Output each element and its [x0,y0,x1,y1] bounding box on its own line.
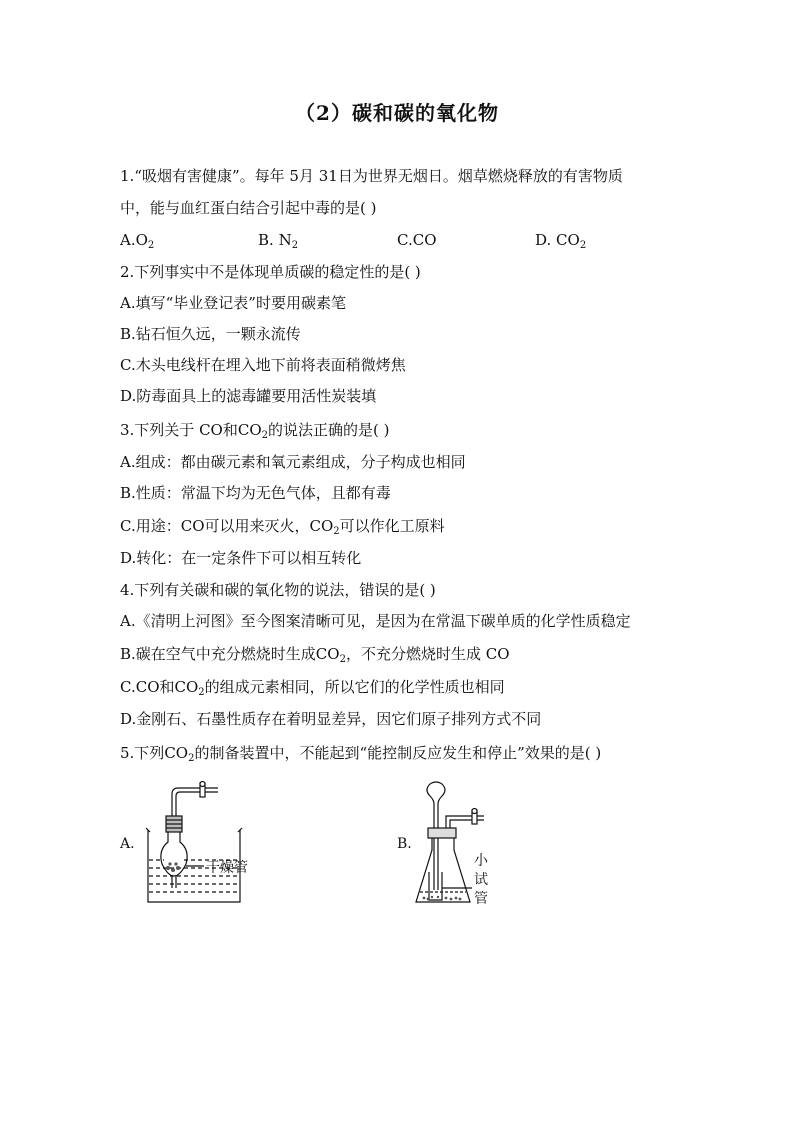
q4-option-b-formula: CO [315,645,340,663]
q3-option-c-part1: C.用途：CO可以用来灭火， [120,517,310,535]
figure-a-caption: 干燥管 [206,860,248,876]
q4-option-c-part2: 的组成元素相同，所以它们的化学性质也相同 [204,678,505,696]
figure-b-apparatus [412,778,502,913]
q1-option-d [535,230,586,250]
q3-option-a: A.组成：都由碳元素和氧元素组成，分子构成也相同 [120,453,466,471]
q4-option-c-sub: 2 [198,687,205,698]
figure-b-test-tube [429,872,442,900]
q1-option-c: C.CO [397,231,437,249]
q4-option-c-part1: C.CO和 [120,678,175,696]
q4-option-c-formula: CO [174,678,199,696]
q4-option-b-sub: 2 [339,654,346,665]
q1-option-d-sub: 2 [579,240,587,251]
q2-option-d: D.防毒面具上的滤毒罐要用活性炭装填 [120,387,377,405]
q4-option-c [120,677,505,697]
q4-option-a: A.《清明上河图》至今图案清晰可见，是因为在常温下碳单质的化学性质稳定 [120,612,631,630]
q1-option-b-prefix: B. [258,231,274,249]
q4-option-d: D.金刚石、石墨性质存在着明显差异，因它们原子排列方式不同 [120,710,542,728]
q5-stem-part1: 5.下列 [120,744,165,762]
q2-option-a: A.填写“毕业登记表”时要用碳素笔 [120,294,346,312]
q3-option-b: B.性质：常温下均为无色气体，且都有毒 [120,484,391,502]
q4-option-b-part2: ，不充分燃烧时生成 CO [345,645,510,663]
q2-option-b: B.钻石恒久远，一颗永流传 [120,325,301,343]
q3-option-d: D.转化：在一定条件下可以相互转化 [120,549,362,567]
q1-option-a [120,230,154,250]
q3-option-c [120,516,445,536]
q5-stem-sub: 2 [188,753,195,764]
q1-option-a-prefix: A. [120,231,136,249]
q1-option-b [258,230,298,250]
q3-option-c-formula: CO [309,517,334,535]
figure-a-apparatus [140,780,260,910]
q3-stem [120,420,390,440]
q4-stem: 4.下列有关碳和碳的氧化物的说法，错误的是( ) [120,581,436,599]
q3-option-c-part2: 可以作化工原料 [339,517,445,535]
q5-stem-part2: 的制备装置中，不能起到“能控制反应发生和停止”效果的是( ) [194,744,602,762]
q5-stem-formula: CO [164,744,189,762]
figure-b-label: B. [397,836,412,852]
figure-b-caption-3: 管 [474,891,488,907]
q1-option-a-sub: 2 [147,240,155,251]
q2-stem: 2.下列事实中不是体现单质碳的稳定性的是( ) [120,263,421,281]
q5-stem [120,743,601,763]
q3-stem-sub: 2 [261,430,269,441]
figure-b-caption-2: 试 [474,872,488,888]
q3-stem-formula: CO [237,421,262,439]
q4-option-b [120,644,510,664]
q1-stem-line1: 1.“吸烟有害健康”。每年 5月 31日为世界无烟日。烟草燃烧释放的有害物质 [120,167,623,185]
q3-option-c-sub: 2 [333,526,340,537]
figure-b-caption-1: 小 [474,853,488,869]
q1-option-a-formula: O [135,231,148,249]
q3-stem-part2: 的说法正确的是( ) [268,421,390,439]
q1-option-b-sub: 2 [291,240,299,251]
figure-b-stopper [428,828,456,838]
figure-b-funnel [430,782,445,804]
q2-option-c: C.木头电线杆在埋入地下前将表面稍微烤焦 [120,356,406,374]
q1-option-d-formula: CO [556,231,580,249]
q1-option-b-formula: N [278,231,292,249]
figure-a-label: A. [120,836,135,852]
q3-stem-part1: 3.下列关于 CO和 [120,421,238,439]
q1-stem-line2: 中，能与血红蛋白结合引起中毒的是( ) [120,199,377,217]
page-title: （2）碳和碳的氧化物 [295,101,499,125]
q4-option-b-part1: B.碳在空气中充分燃烧时生成 [120,645,316,663]
q1-option-d-prefix: D. [535,231,552,249]
